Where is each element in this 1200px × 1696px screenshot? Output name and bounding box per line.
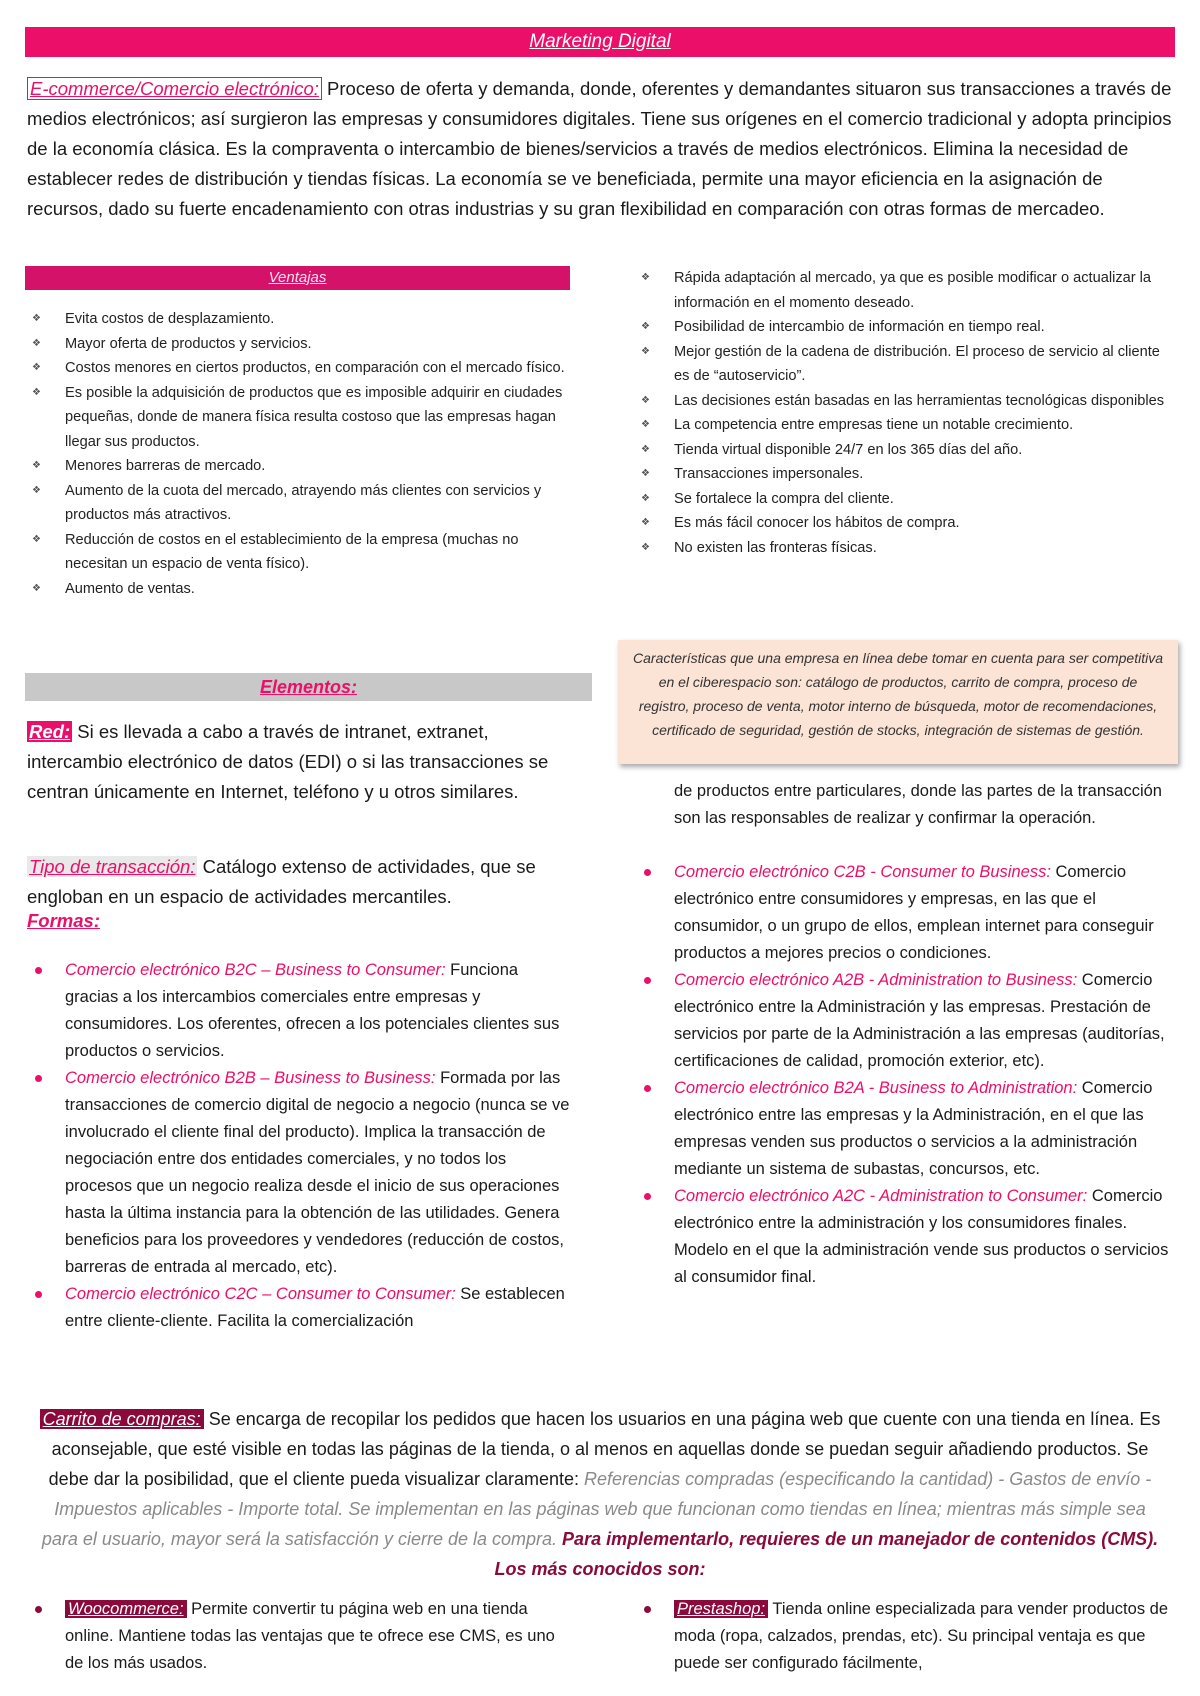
list-item: ❖ Mejor gestión de la cadena de distribución. El proceso de servicio al cliente es de “autoservicio”. xyxy=(634,340,1174,389)
intro-paragraph xyxy=(27,74,1177,224)
list-item: ❖ La competencia entre empresas tiene un notable crecimiento. xyxy=(634,413,1174,438)
characteristics-note xyxy=(618,640,1178,764)
ventajas-title: Ventajas xyxy=(268,269,327,286)
c2c-continuation: de productos entre particulares, donde las partes de la transacción son las responsables de realizar y confirmar la operación. xyxy=(674,782,1162,827)
list-item: ❖ Las decisiones están basadas en las herramientas tecnológicas disponibles xyxy=(634,389,1174,414)
list-item: ❖ Aumento de ventas. xyxy=(25,577,565,602)
tipo-text: Catálogo extenso de actividades, que se engloban en un espacio de actividades mercantiles. xyxy=(27,856,536,907)
page-title: Marketing Digital xyxy=(529,31,671,52)
elementos-header xyxy=(25,673,592,701)
cms-list-right xyxy=(634,1596,1179,1677)
form-text: Comercio electrónico entre la administración y los consumidores finales. Modelo en el que la administración vende sus productos o servicios al consumidor final. xyxy=(674,1187,1169,1286)
form-text: Comercio electrónico entre las empresas y la Administración, en el que las empresas venden sus productos o servicios a la administración mediante un sistema de subastas, concursos, etc. xyxy=(674,1079,1153,1178)
list-item: ❖ Es más fácil conocer los hábitos de compra. xyxy=(634,511,1174,536)
form-name: Comercio electrónico B2A - Business to Administration: xyxy=(674,1079,1078,1097)
list-item: ❖ Transacciones impersonales. xyxy=(634,462,1174,487)
list-item: ❖ Se fortalece la compra del cliente. xyxy=(634,487,1174,512)
ecommerce-label: E-commerce/Comercio electrónico: xyxy=(27,77,322,100)
list-item: ❖ Posibilidad de intercambio de información en tiempo real. xyxy=(634,315,1174,340)
list-item: ❖ Es posible la adquisición de productos que es imposible adquirir en ciudades pequeñas, donde de manera física resulta costoso que las empresas hagan llegar sus productos. xyxy=(25,381,565,455)
intro-text: Proceso de oferta y demanda, donde, oferentes y demandantes situaron sus transacciones a través de medios electrónicos; así surgieron las empresas y consumidores digitales. Tiene sus orígenes en el comercio tradicional y adopta principios de la economía clásica. Es la compraventa o intercambio de bienes/servicios a través de medios electrónicos. Elimina la necesidad de establecer redes de distribución y tiendas físicas. La economía se ve beneficiada, permite una mayor eficiencia en la asignación de recursos, dado su fuerte encadenamiento con otras industrias y su gran flexibilidad en comparación con otras formas de mercadeo. xyxy=(27,78,1172,219)
red-text: Si es llevada a cabo a través de intranet, extranet, intercambio electrónico de datos (EDI) o si las transacciones se centran únicamente en Internet, teléfono y u otros similares. xyxy=(27,721,549,802)
list-item xyxy=(634,1183,1179,1291)
form-name: Comercio electrónico B2B – Business to Business: xyxy=(65,1069,436,1087)
carrito-paragraph xyxy=(35,1404,1165,1584)
ventajas-list-left xyxy=(25,307,565,601)
form-text: Se establecen entre cliente-cliente. Facilita la comercialización xyxy=(65,1285,565,1330)
form-text: Comercio electrónico entre la Administración y las empresas. Prestación de servicios por parte de la Administración a las empresas (auditorías, certificaciones de calidad, promoción exterior, etc). xyxy=(674,971,1165,1070)
list-item: ❖ Aumento de la cuota del mercado, atrayendo más clientes con servicios y productos más atractivos. xyxy=(25,479,565,528)
carrito-gray-text: Referencias compradas (especificando la cantidad) - Gastos de envío - Impuestos aplicables - Importe total. Se implementan en las páginas web que funcionan como tiendas en línea; mientras más simple sea para el usuario, mayor será la satisfacción y cierre de la compra. xyxy=(41,1469,1152,1549)
formas-list-right xyxy=(634,859,1179,1291)
red-label: Red: xyxy=(29,721,71,742)
list-item: ❖ Tienda virtual disponible 24/7 en los 365 días del año. xyxy=(634,438,1174,463)
list-item xyxy=(634,1075,1179,1183)
ventajas-list-right xyxy=(634,266,1174,560)
list-item: ❖ Rápida adaptación al mercado, ya que es posible modificar o actualizar la información en el momento deseado. xyxy=(634,266,1174,315)
carrito-text: Se encarga de recopilar los pedidos que hacen los usuarios en una página web que cuente con una tienda en línea. Es aconsejable, que esté visible en todas las páginas de la tienda, o al menos en aquellas donde se puedan seguir añadiendo productos. Se debe dar la posibilidad, que el cliente pueda visualizar claramente: xyxy=(48,1409,1161,1489)
title-banner xyxy=(25,27,1175,57)
note-text: Características que una empresa en línea debe tomar en cuenta para ser competitiva en el ciberespacio son: catálogo de productos, carrito de compra, proceso de registro, proceso de venta, motor interno de búsqueda, motor de recomendaciones, certificado de seguridad, gestión de stocks, integración de sistemas de gestión. xyxy=(633,650,1163,738)
form-text: Comercio electrónico entre consumidores y empresas, en las que el consumidor, o un grupo de ellos, emplean internet para conseguir productos a mejores precios o condiciones. xyxy=(674,863,1154,962)
tipo-label: Tipo de transacción: xyxy=(29,856,196,877)
form-text: Funciona gracias a los intercambios comerciales entre empresas y consumidores. Los oferentes, ofrecen a los potenciales clientes sus productos o servicios. xyxy=(65,961,560,1060)
list-item: ❖ Menores barreras de mercado. xyxy=(25,454,565,479)
cms-list-left xyxy=(25,1596,570,1677)
list-item: ❖ Mayor oferta de productos y servicios. xyxy=(25,332,565,357)
list-item xyxy=(25,1065,570,1281)
list-item: ❖ Costos menores en ciertos productos, en comparación con el mercado físico. xyxy=(25,356,565,381)
cms-text: Permite convertir tu página web en una tienda online. Mantiene todas las ventajas que te ofrece ese CMS, es uno de los más usados. xyxy=(65,1600,555,1672)
list-item xyxy=(634,967,1179,1075)
list-item xyxy=(25,957,570,1065)
formas-label: Formas: xyxy=(27,910,100,931)
ventajas-header xyxy=(25,266,570,290)
list-item: ❖ Evita costos de desplazamiento. xyxy=(25,307,565,332)
list-item xyxy=(634,859,1179,967)
form-text: Formada por las transacciones de comercio digital de negocio a negocio (nunca se ve involucrado el cliente final del producto). Implica la transacción de negociación entre dos entidades comerciales, y no todos los procesos que un negocio realiza desde el inicio de sus operaciones hasta la última instancia para la obtención de las utilidades. Genera beneficios para los proveedores y vendedores (reducción de costos, barreras de entrada al mercado, etc). xyxy=(65,1069,570,1276)
elementos-title: Elementos: xyxy=(259,677,358,697)
red-paragraph xyxy=(27,717,572,807)
form-name: Comercio electrónico A2B - Administration to Business: xyxy=(674,971,1078,989)
cms-name: Woocommerce: xyxy=(65,1600,187,1618)
carrito-label: Carrito de compras: xyxy=(40,1409,204,1429)
list-item xyxy=(25,1281,570,1335)
list-item xyxy=(25,1596,570,1677)
tipo-paragraph xyxy=(27,852,572,912)
form-name: Comercio electrónico C2B - Consumer to Business: xyxy=(674,863,1051,881)
form-name: Comercio electrónico A2C - Administration to Consumer: xyxy=(674,1187,1088,1205)
form-name: Comercio electrónico B2C – Business to Consumer: xyxy=(65,961,446,979)
form-name: Comercio electrónico C2C – Consumer to Consumer: xyxy=(65,1285,456,1303)
cms-name: Prestashop: xyxy=(674,1600,768,1618)
list-item: ❖ No existen las fronteras físicas. xyxy=(634,536,1174,561)
formas-list-left xyxy=(25,957,570,1335)
cms-text: Tienda online especializada para vender productos de moda (ropa, calzados, prendas, etc). Su principal ventaja es que puede ser configurado fácilmente, xyxy=(674,1600,1169,1672)
list-item: ❖ Reducción de costos en el establecimiento de la empresa (muchas no necesitan un espacio de venta físico). xyxy=(25,528,565,577)
list-item xyxy=(634,1596,1179,1677)
carrito-cms-text: Para implementarlo, requieres de un manejador de contenidos (CMS). Los más conocidos son: xyxy=(494,1529,1159,1579)
